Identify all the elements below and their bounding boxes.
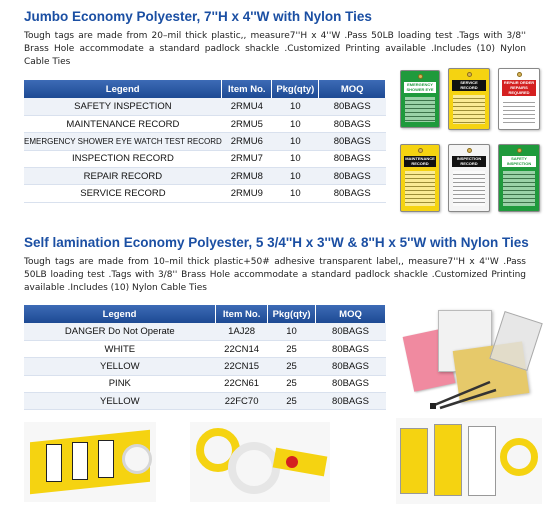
jumbo-tags-image bbox=[398, 66, 544, 216]
legend-cell: SAFETY INSPECTION bbox=[24, 98, 222, 115]
section2-description: Tough tags are made from 10–mil thick plastic+50# adhesive transparent label,, measure7''H x 4''W .Pass 50LB loading test .Tags with 3/8'' Brass Hole accommodate a standard padlock shackle .Customized Printing available .Includes (10) Nylon Cable Ties bbox=[24, 257, 526, 293]
table-row bbox=[24, 323, 386, 340]
section1-description: Tough tags are made from 20–mil thick plastic,, measure7''H x 4''W .Pass 50LB loading test .Tags with 3/8'' Brass Hole accommodate a standard padlock shackle .Customized Printing available .Includes (10) Nylon Cable Ties bbox=[24, 31, 526, 67]
legend-cell: SERVICE RECORD bbox=[24, 185, 222, 202]
col-moq: MOQ bbox=[316, 305, 386, 323]
item-cell: 2RMU8 bbox=[222, 168, 272, 185]
qty-cell: 10 bbox=[272, 168, 319, 185]
item-cell: 2RMU4 bbox=[222, 98, 272, 115]
table-row bbox=[24, 340, 386, 357]
col-item-no: Item No. bbox=[222, 80, 272, 98]
section1-title: Jumbo Economy Polyester, 7''H x 4''W with Nylon Ties bbox=[24, 9, 372, 24]
moq-cell: 80BAGS bbox=[316, 323, 386, 340]
section1-table bbox=[24, 80, 386, 203]
legend-cell: WHITE bbox=[24, 340, 216, 357]
moq-cell: 80BAGS bbox=[316, 393, 386, 410]
qty-cell: 25 bbox=[268, 358, 316, 375]
qty-cell: 25 bbox=[268, 340, 316, 357]
legend-cell: MAINTENANCE RECORD bbox=[24, 115, 222, 132]
table-row bbox=[24, 393, 386, 410]
item-cell: 2RMU5 bbox=[222, 115, 272, 132]
item-cell: 22CN61 bbox=[216, 375, 268, 392]
moq-cell: 80BAGS bbox=[319, 133, 386, 150]
table-header-row bbox=[24, 80, 386, 98]
legend-cell: EMERGENCY SHOWER EYE WATCH TEST RECORD bbox=[24, 133, 222, 150]
tag-service-record: SERVICE RECORD bbox=[448, 68, 490, 130]
qty-cell: 10 bbox=[272, 185, 319, 202]
col-pkg-qty: Pkg(qty) bbox=[268, 305, 316, 323]
moq-cell: 80BAGS bbox=[319, 185, 386, 202]
tag-emergency-shower: EMERGENCY SHOWER EYE WASH TEST bbox=[400, 70, 440, 128]
tag-inspection-record: INSPECTION RECORD bbox=[448, 144, 490, 212]
qty-cell: 10 bbox=[272, 133, 319, 150]
col-moq: MOQ bbox=[319, 80, 386, 98]
legend-cell: INSPECTION RECORD bbox=[24, 150, 222, 167]
item-cell: 2RMU9 bbox=[222, 185, 272, 202]
moq-cell: 80BAGS bbox=[319, 115, 386, 132]
tag-roll-image-2 bbox=[190, 422, 330, 502]
table-row bbox=[24, 358, 386, 375]
table-row bbox=[24, 168, 386, 185]
col-legend: Legend bbox=[24, 305, 216, 323]
legend-cell: DANGER Do Not Operate bbox=[24, 323, 216, 340]
section2-table bbox=[24, 305, 386, 410]
moq-cell: 80BAGS bbox=[316, 358, 386, 375]
table-row bbox=[24, 375, 386, 392]
table-row bbox=[24, 115, 386, 132]
moq-cell: 80BAGS bbox=[316, 340, 386, 357]
lamination-tags-image bbox=[400, 306, 544, 412]
qty-cell: 25 bbox=[268, 393, 316, 410]
legend-cell: YELLOW bbox=[24, 393, 216, 410]
tag-repair-order: REPAIR ORDER REPAIRS REQUIRED bbox=[498, 68, 540, 130]
moq-cell: 80BAGS bbox=[319, 168, 386, 185]
item-cell: 22FC70 bbox=[216, 393, 268, 410]
tag-maintenance-record: MAINTENANCE RECORD bbox=[400, 144, 440, 212]
tag-safety-inspection: SAFETY INSPECTION bbox=[498, 144, 540, 212]
col-pkg-qty: Pkg(qty) bbox=[272, 80, 319, 98]
qty-cell: 10 bbox=[272, 150, 319, 167]
qty-cell: 25 bbox=[268, 375, 316, 392]
item-cell: 2RMU7 bbox=[222, 150, 272, 167]
col-item-no: Item No. bbox=[216, 305, 268, 323]
table-row bbox=[24, 133, 386, 150]
tag-roll-image-1 bbox=[24, 422, 156, 502]
legend-cell: PINK bbox=[24, 375, 216, 392]
item-cell: 1AJ28 bbox=[216, 323, 268, 340]
section2-title: Self lamination Economy Polyester, 5 3/4''H x 3''W & 8''H x 5''W with Nylon Ties bbox=[24, 235, 529, 250]
moq-cell: 80BAGS bbox=[316, 375, 386, 392]
item-cell: 22CN15 bbox=[216, 358, 268, 375]
cable-ties-icon bbox=[430, 376, 500, 410]
moq-cell: 80BAGS bbox=[319, 150, 386, 167]
moq-cell: 80BAGS bbox=[319, 98, 386, 115]
qty-cell: 10 bbox=[268, 323, 316, 340]
legend-cell: REPAIR RECORD bbox=[24, 168, 222, 185]
table-row bbox=[24, 98, 386, 115]
table-row bbox=[24, 185, 386, 202]
table-row bbox=[24, 150, 386, 167]
col-legend: Legend bbox=[24, 80, 222, 98]
item-cell: 22CN14 bbox=[216, 340, 268, 357]
item-cell: 2RMU6 bbox=[222, 133, 272, 150]
qty-cell: 10 bbox=[272, 115, 319, 132]
tag-roll-image-3 bbox=[396, 418, 542, 504]
table-header-row bbox=[24, 305, 386, 323]
qty-cell: 10 bbox=[272, 98, 319, 115]
legend-cell: YELLOW bbox=[24, 358, 216, 375]
